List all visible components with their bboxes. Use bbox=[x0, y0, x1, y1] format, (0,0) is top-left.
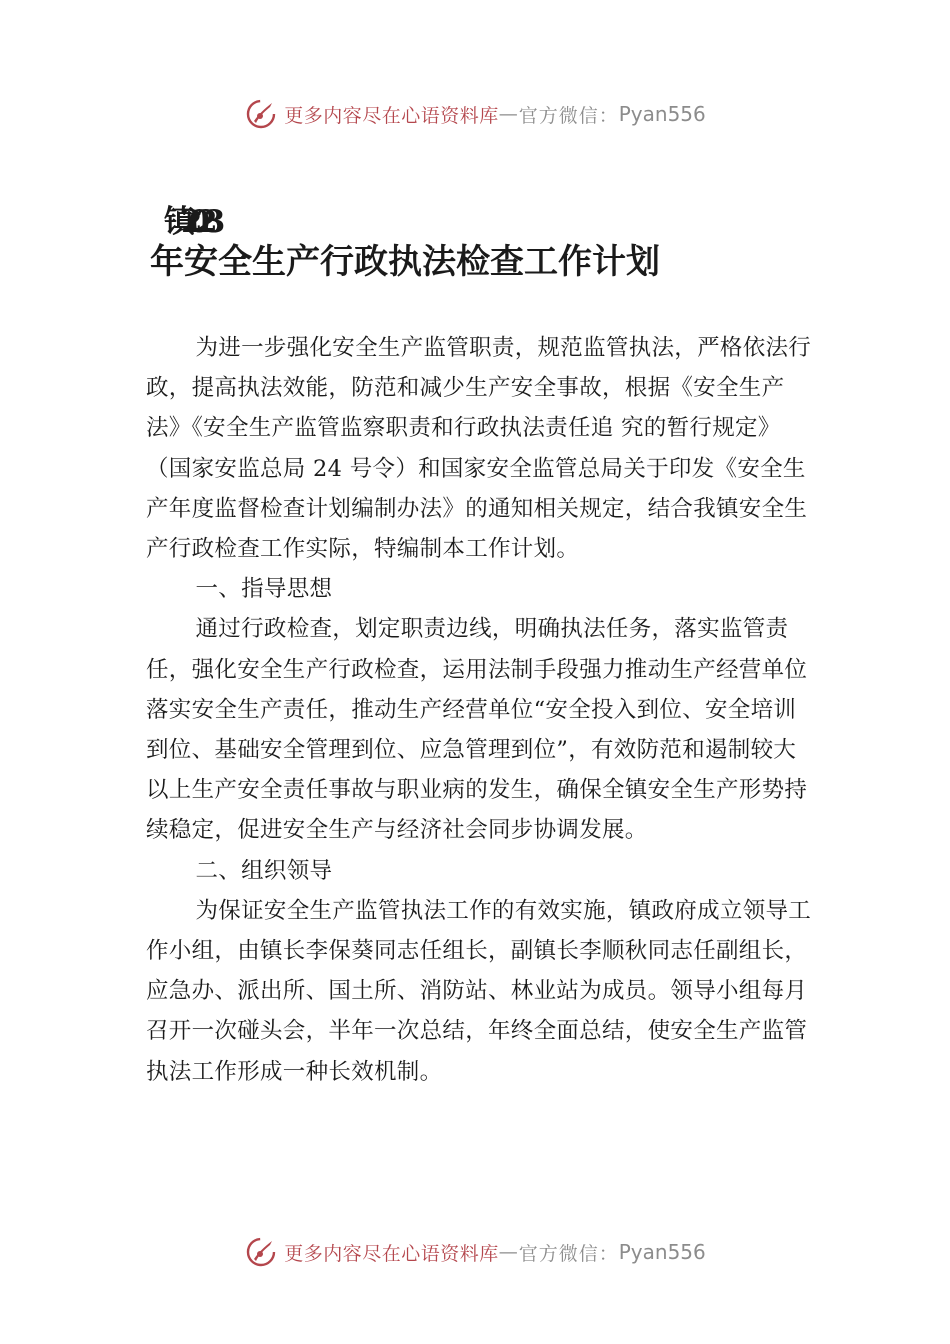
paragraph-guiding-ideology: 通过行政检查，划定职责边线，明确执法任务，落实监管责任，强化安全生产行政检查，运用法制手段强力推动生产经营单位落实安全生产责任，推动生产经营单位“安全投入到位、安全培训到位、基础安全管理到位、应急管理到位”，有效防范和遏制较大以上生产安全责任事故与职业病的发生，确保全镇安全生产形势持续稳定，促进安全生产与经济社会同步协调发展。 bbox=[146, 616, 808, 844]
paragraph-organization: 为保证安全生产监管执法工作的有效实施，镇政府成立领导工作小组，由镇长李保葵同志任组长，副镇长李顺秋同志任副组长，应急办、派出所、国土所、消防站、林业站为成员。领导小组每月召开一次碰头会，半年一次总结，年终全面总结，使安全生产监管执法工作形成一种长效机制。 bbox=[146, 897, 812, 1085]
footer-separator: — bbox=[498, 1241, 519, 1263]
title-main: 年安全生产行政执法检查工作计划 bbox=[150, 242, 660, 282]
footer-wechat-label: 官方微信： bbox=[518, 1242, 619, 1265]
footer-brand-text: 更多内容尽在心语资料库 bbox=[284, 1242, 499, 1265]
banner-separator: — bbox=[498, 103, 519, 125]
section-heading-guiding-ideology: 一、指导思想 bbox=[195, 576, 333, 603]
section-heading-organization: 二、组织领导 bbox=[195, 857, 333, 884]
document-title bbox=[150, 196, 850, 283]
footer-account: Pyan556 bbox=[618, 1240, 706, 1264]
title-town: 镇2023 bbox=[164, 204, 212, 240]
banner-account: Pyan556 bbox=[618, 102, 706, 126]
banner-wechat-label: 官方微信： bbox=[518, 104, 619, 127]
document-body bbox=[146, 328, 814, 1092]
brush-logo-icon bbox=[244, 1235, 278, 1269]
header-banner bbox=[0, 94, 950, 134]
paragraph-intro: 为进一步强化安全生产监管职责，规范监管执法，严格依法行政，提高执法效能，防范和减少生产安全事故，根据《安全生产法》《安全生产监管监察职责和行政执法责任追 究的暂行规定》（国家安监总局 24 号令）和国家安全监管总局关于印发《安全生产年度监督检查计划编制办法》的通知相关规定，结合我镇安全生产行政检查工作实际，特编制本工作计划。 bbox=[146, 335, 812, 563]
title-line-1 bbox=[150, 196, 850, 240]
banner-brand-text: 更多内容尽在心语资料库 bbox=[284, 104, 499, 127]
brush-logo-icon bbox=[244, 97, 278, 131]
footer-banner bbox=[0, 1232, 950, 1272]
